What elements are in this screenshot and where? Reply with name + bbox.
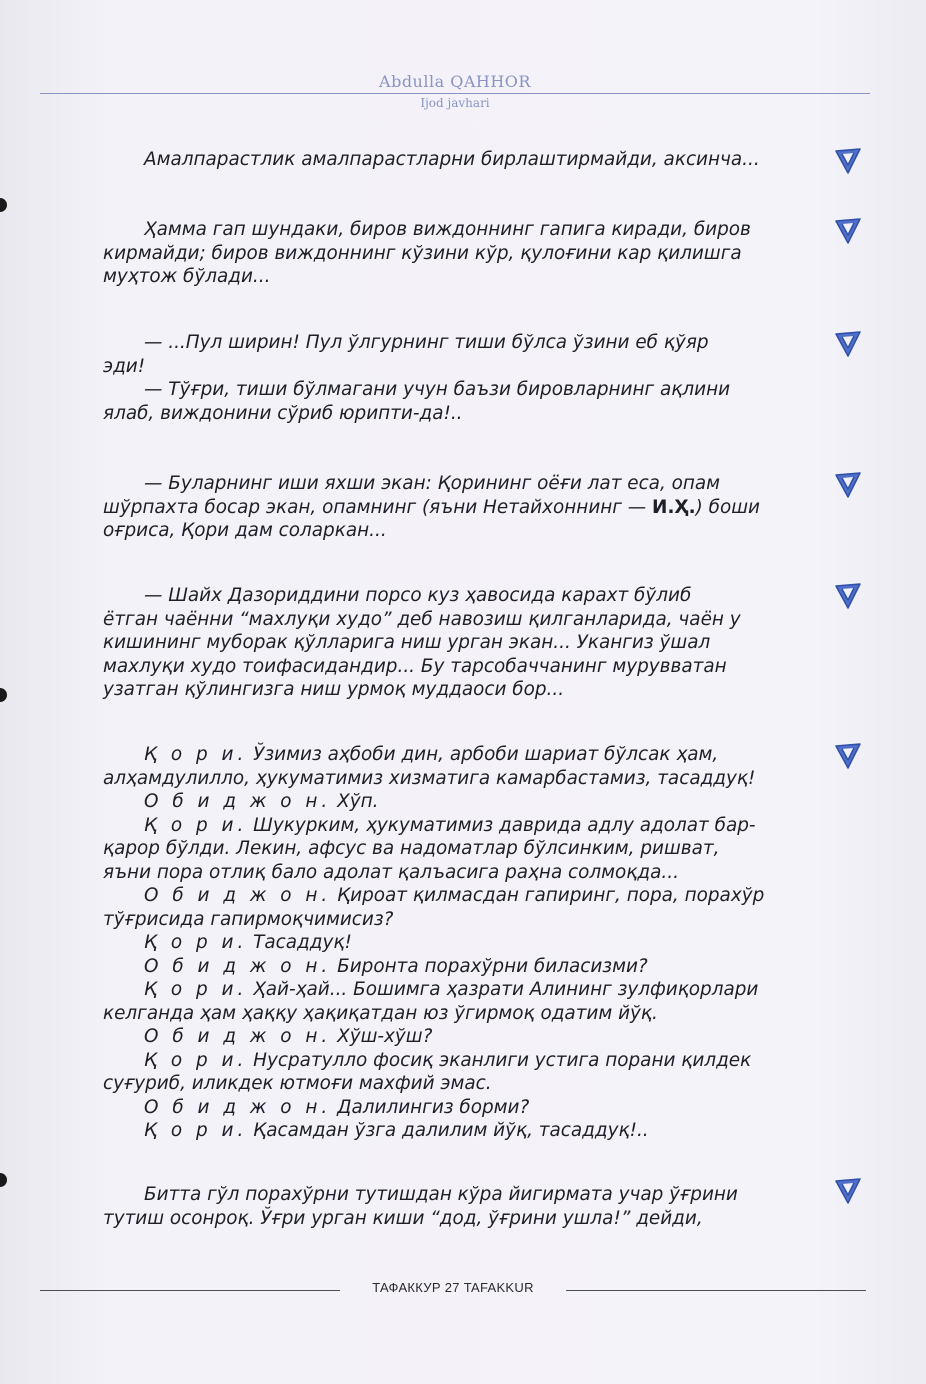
header-author: Abdulla QAHHOR — [379, 72, 531, 91]
dialogue-line — [103, 1096, 810, 1120]
text-line: муҳтож бўлади... — [103, 266, 271, 287]
dialogue-text: алҳамдулилло, ҳукуматимиз хизматига камарбастамиз, тасаддуқ! — [103, 767, 756, 789]
paragraph-1 — [103, 148, 810, 172]
dialogue-line — [103, 908, 810, 932]
dialogue-line — [103, 767, 810, 791]
dialogue-block — [103, 743, 810, 1143]
text-line: узатган қўлингизга ниш урмоқ муддаоси бор... — [103, 679, 565, 700]
check-arrow-icon — [833, 582, 863, 610]
dialogue-text: Нусратулло фосиқ эканлиги устига порани қилдек — [247, 1049, 752, 1071]
text-line: Битта гўл порахўрни тутишдан кўра йигирмата учар ўғрини — [144, 1184, 738, 1205]
dialogue-line — [103, 1025, 810, 1049]
dialogue-text: Хўп. — [331, 791, 379, 812]
dialogue-text: Биронта порахўрни биласизми? — [331, 955, 648, 977]
dialogue-line — [103, 743, 810, 767]
dialogue-text: келганда ҳам ҳаққу ҳақиқатдан юз ўгирмоқ одатим йўқ. — [103, 1002, 658, 1024]
text-line: — ...Пул ширин! Пул ўлгурнинг тиши бўлса ўзини еб қўяр — [144, 332, 709, 353]
paragraph-5 — [103, 584, 810, 702]
text-line: — Шайх Дазориддини порсо куз ҳавосида карахт бўлиб — [144, 585, 692, 606]
check-arrow-icon — [833, 471, 863, 499]
dialogue-text: Далилингиз борми? — [331, 1096, 530, 1118]
text-line: Амалпарастлик амалпарастларни бирлаштирмайди, аксинча... — [144, 149, 760, 170]
dialogue-text: тўғрисида гапирмоқчимисиз? — [103, 908, 394, 930]
text-line: — Тўғри, тиши бўлмагани учун баъзи бировларнинг ақлини — [144, 379, 731, 400]
dialogue-text: Қироат қилмасдан гапиринг, пора, порахўр — [331, 885, 765, 906]
dialogue-line — [103, 884, 810, 908]
dialogue-line — [103, 931, 810, 955]
dialogue-line — [103, 1049, 810, 1073]
text-line: кишининг муборак қўлларига ниш урган экан... Укангиз ўшал — [103, 632, 711, 653]
text-line — [103, 496, 810, 520]
speaker-name: О б и д ж о н. — [144, 885, 332, 906]
text-line: ётган чаённи “махлуқи худо” деб навозиш қилганларида, чаён у — [103, 608, 741, 630]
dialogue-text: Шукурким, ҳукуматимиз даврида адлу адолат бар- — [247, 814, 756, 836]
dialogue-line — [103, 955, 810, 979]
dialogue-text: суғуриб, иликдек ютмоғи махфий эмас. — [103, 1073, 492, 1094]
text-line: махлуқи худо тоифасидандир... Бу тарсобаччанинг мурувватан — [103, 655, 727, 677]
dialogue-line — [103, 978, 810, 1002]
speaker-name: О б и д ж о н. — [144, 1096, 332, 1118]
dialogue-line — [103, 837, 810, 861]
page-number-label: ТАФАККУР 27 TAFAKKUR — [372, 1280, 534, 1295]
dialogue-line — [103, 814, 810, 838]
speaker-name: О б и д ж о н. — [144, 955, 332, 977]
text-span: ) боши — [695, 496, 760, 518]
header-rule — [40, 93, 870, 94]
closing-paragraph — [103, 1183, 810, 1230]
check-arrow-icon — [833, 742, 863, 770]
speaker-name: Қ о р и. — [144, 1120, 248, 1141]
text-line: кирмайди; биров виждоннинг кўзини кўр, қулоғини кар қилишга — [103, 242, 742, 264]
text-line: эди! — [103, 355, 146, 377]
header-subtitle: Ijod javhari — [420, 96, 490, 110]
dialogue-text: Ўзимиз аҳбоби дин, арбоби шариат бўлсак ҳам, — [247, 744, 719, 765]
text-line: тутиш осонроқ. Ўғри урган киши “дод, ўғрини ушла!” дейди, — [103, 1207, 703, 1229]
check-arrow-icon — [833, 1177, 863, 1205]
dialogue-text: Ҳай-ҳай... Бошимга ҳазрати Алининг зулфиқорлари — [247, 979, 759, 1000]
speaker-name: Қ о р и. — [144, 932, 248, 953]
check-arrow-icon — [833, 217, 863, 245]
dialogue-text: қарор бўлди. Лекин, афсус ва надоматлар бўлсинким, ришват, — [103, 838, 720, 859]
dialogue-line — [103, 1119, 810, 1143]
author-initials: И.Ҳ. — [652, 496, 696, 518]
paragraph-4 — [103, 472, 810, 543]
speaker-name: Қ о р и. — [144, 814, 248, 836]
check-arrow-icon — [833, 147, 863, 175]
speaker-name: Қ о р и. — [144, 979, 248, 1000]
text-line: — Буларнинг иши яхши экан: Қорининг оёғи лат еса, опам — [144, 473, 721, 494]
dialogue-line — [103, 790, 810, 814]
text-line: ялаб, виждонини сўриб юрипти-да!.. — [103, 402, 463, 424]
dialogue-text: яъни пора отлиқ бало адолат қалъасига раҳна солмоқда... — [103, 861, 679, 883]
dialogue-text: Тасаддуқ! — [247, 932, 352, 953]
speaker-name: Қ о р и. — [144, 1049, 248, 1071]
footer-rule-left — [40, 1290, 340, 1291]
footer-rule-right — [566, 1290, 866, 1291]
dialogue-text: Қасамдан ўзга далилим йўқ, тасаддуқ!.. — [247, 1120, 649, 1141]
dialogue-line — [103, 861, 810, 885]
running-header — [40, 72, 870, 122]
text-span: шўрпахта босар экан, опамнинг (яъни Нетайхоннинг — — [103, 496, 653, 518]
paragraph-3 — [103, 331, 810, 425]
text-line: Ҳамма гап шундаки, биров виждоннинг гапига киради, биров — [144, 219, 751, 240]
dialogue-line — [103, 1072, 810, 1096]
speaker-name: О б и д ж о н. — [144, 1026, 332, 1047]
check-arrow-icon — [833, 330, 863, 358]
text-line: оғриса, Қори дам соларкан... — [103, 520, 387, 541]
dialogue-text: Хўш-хўш? — [331, 1026, 433, 1047]
paragraph-2 — [103, 218, 810, 289]
speaker-name: Қ о р и. — [144, 744, 248, 765]
speaker-name: О б и д ж о н. — [144, 791, 332, 812]
dialogue-line — [103, 1002, 810, 1026]
